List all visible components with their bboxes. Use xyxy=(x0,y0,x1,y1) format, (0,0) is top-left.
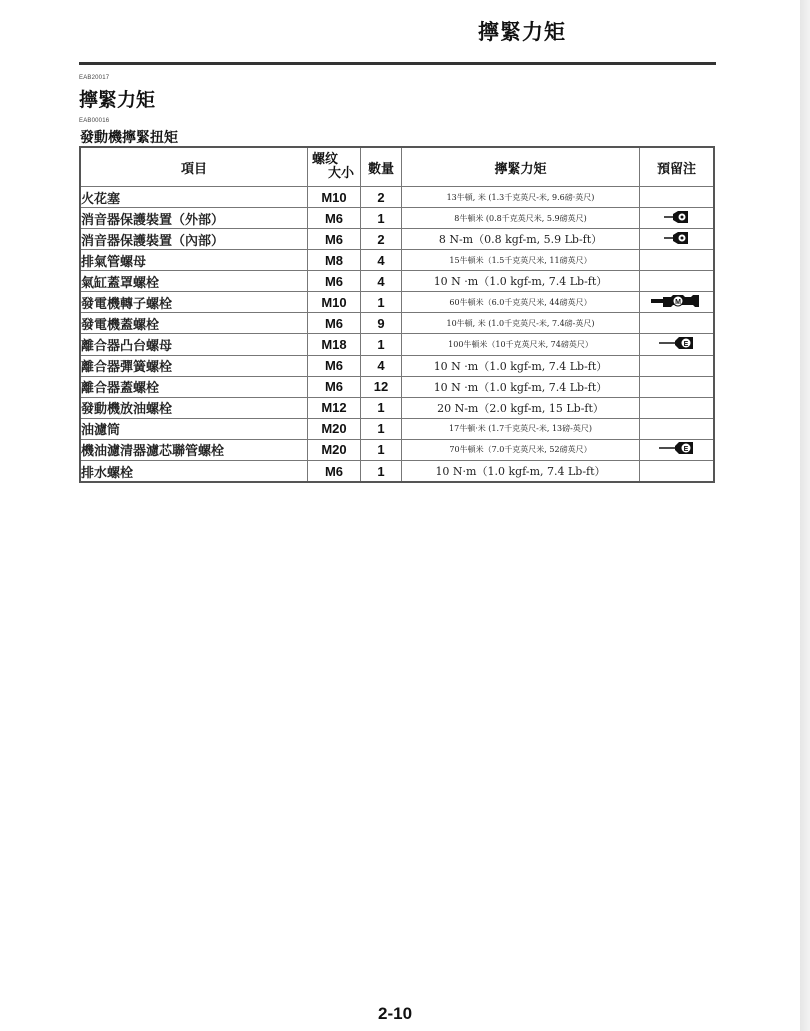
cell-quantity: 12 xyxy=(361,376,402,397)
cell-note xyxy=(640,376,715,397)
cell-torque: 13牛頓, 米 (1.3千克英尺-米, 9.6磅·英尺) xyxy=(402,187,640,208)
cell-item: 消音器保護裝置（外部） xyxy=(80,208,308,229)
cell-note xyxy=(640,271,715,292)
cell-item: 油濾筒 xyxy=(80,418,308,439)
cell-note xyxy=(640,439,715,461)
cell-torque: 8牛頓米 (0.8千克英尺米, 5.9磅英尺) xyxy=(402,208,640,229)
cell-quantity: 2 xyxy=(361,229,402,250)
cell-thread-size: M20 xyxy=(308,439,361,461)
cell-thread-size: M10 xyxy=(308,292,361,313)
viewer-edge xyxy=(800,0,810,1031)
cell-item: 離合器彈簧螺栓 xyxy=(80,355,308,376)
cell-note xyxy=(640,250,715,271)
cell-item: 火花塞 xyxy=(80,187,308,208)
cell-note xyxy=(640,334,715,356)
cell-quantity: 4 xyxy=(361,355,402,376)
table-row xyxy=(80,250,714,271)
cell-quantity: 4 xyxy=(361,271,402,292)
cell-note xyxy=(640,418,715,439)
cell-thread-size: M6 xyxy=(308,376,361,397)
table-row xyxy=(80,418,714,439)
table-row xyxy=(80,208,714,229)
cell-torque: 15牛頓米（1.5千克英尺米, 11磅英尺） xyxy=(402,250,640,271)
svg-text:E: E xyxy=(683,340,688,348)
cell-thread-size: M10 xyxy=(308,187,361,208)
cell-quantity: 4 xyxy=(361,250,402,271)
cell-thread-size: M6 xyxy=(308,461,361,483)
cell-torque: 17牛頓·米 (1.7千克英尺-米, 13磅-英尺) xyxy=(402,418,640,439)
cell-torque: 10 N ·m（1.0 kgf-m, 7.4 Lb-ft） xyxy=(402,376,640,397)
cell-item: 發電機蓋螺栓 xyxy=(80,313,308,334)
thread-locker-icon xyxy=(664,209,690,228)
cell-item: 機油濾清器濾芯聯管螺栓 xyxy=(80,439,308,461)
table-row xyxy=(80,292,714,313)
cell-torque: 20 N-m（2.0 kgf-m, 15 Lb-ft） xyxy=(402,397,640,418)
cell-item: 氣缸蓋罩螺栓 xyxy=(80,271,308,292)
table-row xyxy=(80,355,714,376)
cell-torque: 10 N·m（1.0 kgf-m, 7.4 Lb-ft） xyxy=(402,461,640,483)
cell-quantity: 1 xyxy=(361,461,402,483)
cell-note xyxy=(640,229,715,250)
cell-torque: 10 N ·m（1.0 kgf-m, 7.4 Lb-ft） xyxy=(402,271,640,292)
molybdenum-grease-icon xyxy=(651,293,703,312)
table-row xyxy=(80,439,714,461)
table-header-row xyxy=(80,147,714,187)
cell-thread-size: M6 xyxy=(308,355,361,376)
subsection-code: EAB00016 xyxy=(79,118,110,124)
cell-item: 排氣管螺母 xyxy=(80,250,308,271)
cell-quantity: 1 xyxy=(361,208,402,229)
cell-item: 排水螺栓 xyxy=(80,461,308,483)
cell-note xyxy=(640,187,715,208)
cell-torque: 10 N ·m（1.0 kgf-m, 7.4 Lb-ft） xyxy=(402,355,640,376)
cell-item: 離合器凸台螺母 xyxy=(80,334,308,356)
header-qty: 數量 xyxy=(361,147,402,187)
cell-quantity: 1 xyxy=(361,439,402,461)
cell-note xyxy=(640,355,715,376)
cell-thread-size: M6 xyxy=(308,313,361,334)
table-row xyxy=(80,376,714,397)
table-row xyxy=(80,334,714,356)
cell-thread-size: M20 xyxy=(308,418,361,439)
cell-torque: 8 N-m（0.8 kgf-m, 5.9 Lb-ft） xyxy=(402,229,640,250)
cell-note xyxy=(640,208,715,229)
header-size-line1: 螺纹 xyxy=(312,152,339,167)
thread-locker-icon xyxy=(664,230,690,249)
page-header-title: 擰緊力矩 xyxy=(478,19,566,44)
subsection-title: 發動機擰緊扭矩 xyxy=(80,130,178,146)
header-note: 預留注 xyxy=(640,147,715,187)
table-row xyxy=(80,461,714,483)
cell-quantity: 1 xyxy=(361,418,402,439)
header-size-line2: 大小 xyxy=(327,166,354,181)
cell-quantity: 1 xyxy=(361,397,402,418)
cell-torque: 10牛頓, 米 (1.0千克英尺-米, 7.4磅-英尺) xyxy=(402,313,640,334)
header-item: 項目 xyxy=(80,147,308,187)
cell-thread-size: M6 xyxy=(308,229,361,250)
cell-quantity: 2 xyxy=(361,187,402,208)
cell-item: 消音器保護裝置（內部） xyxy=(80,229,308,250)
cell-torque: 70牛頓米（7.0千克英尺米, 52磅英尺） xyxy=(402,439,640,461)
cell-thread-size: M6 xyxy=(308,271,361,292)
cell-note xyxy=(640,313,715,334)
table-row xyxy=(80,229,714,250)
cell-thread-size: M18 xyxy=(308,334,361,356)
cell-quantity: 1 xyxy=(361,334,402,356)
cell-note xyxy=(640,397,715,418)
table-row xyxy=(80,271,714,292)
cell-note xyxy=(640,292,715,313)
table-row xyxy=(80,187,714,208)
section-title: 擰緊力矩 xyxy=(79,89,156,111)
engine-oil-icon xyxy=(659,335,695,355)
cell-item: 離合器蓋螺栓 xyxy=(80,376,308,397)
table-row xyxy=(80,397,714,418)
header-thread-size xyxy=(308,147,361,187)
svg-text:M: M xyxy=(674,299,681,306)
cell-quantity: 1 xyxy=(361,292,402,313)
header-divider xyxy=(79,62,716,65)
cell-item: 發電機轉子螺栓 xyxy=(80,292,308,313)
page-number: 2-10 xyxy=(378,1004,413,1023)
svg-text:E: E xyxy=(683,446,688,453)
cell-torque: 60牛頓米（6.0千克英尺米, 44磅英尺） xyxy=(402,292,640,313)
cell-torque: 100牛頓米（10千克英尺米, 74磅英尺） xyxy=(402,334,640,356)
cell-thread-size: M12 xyxy=(308,397,361,418)
engine-torque-table xyxy=(79,146,715,483)
cell-thread-size: M6 xyxy=(308,208,361,229)
cell-quantity: 9 xyxy=(361,313,402,334)
cell-thread-size: M8 xyxy=(308,250,361,271)
cell-note xyxy=(640,461,715,483)
section-code: EAB20017 xyxy=(79,75,110,81)
table-row xyxy=(80,313,714,334)
cell-item: 發動機放油螺栓 xyxy=(80,397,308,418)
header-torque: 擰緊力矩 xyxy=(402,147,640,187)
engine-oil-icon xyxy=(659,440,695,460)
